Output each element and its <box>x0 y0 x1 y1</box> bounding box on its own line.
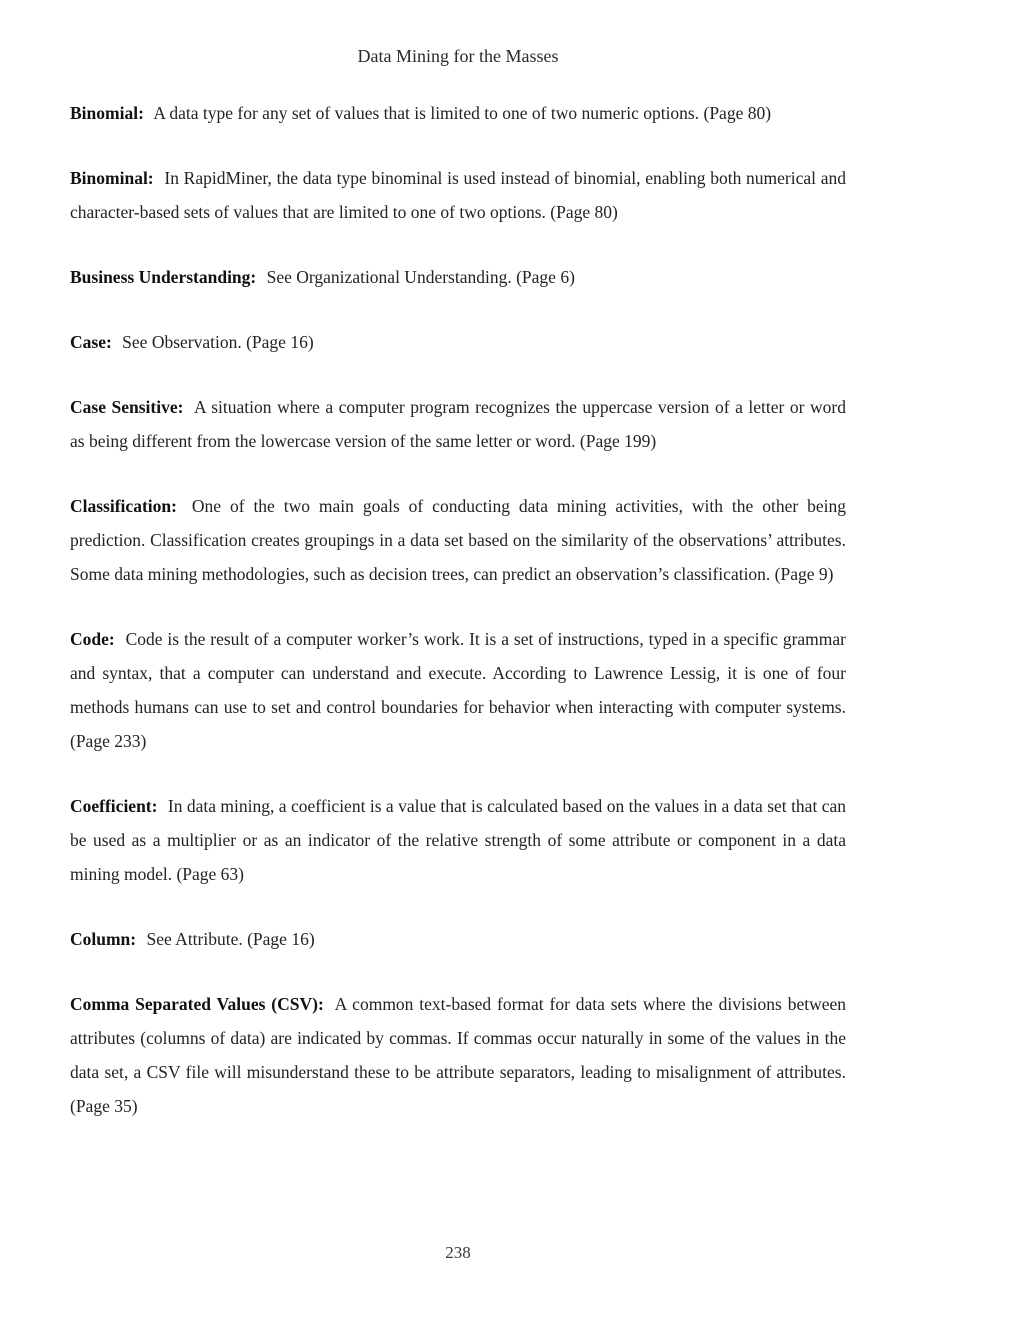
glossary-definition: In RapidMiner, the data type binominal is used instead of binomial, enabling both numerical and character-based sets of values that are limited to one of two options. (Page 80) <box>70 168 847 222</box>
glossary-definition: In data mining, a coefficient is a value that is calculated based on the values in a data set that can be used as a multiplier or as an indicator of the relative strength of some attribute or component in a data mining model. (Page 63) <box>70 796 846 884</box>
glossary-entry <box>70 260 846 294</box>
glossary-definition: See Organizational Understanding. (Page 6) <box>266 267 575 287</box>
running-head-title: Data Mining for the Masses <box>357 46 559 66</box>
glossary-definition: A common text-based format for data sets where the divisions between attributes (columns of data) are indicated by commas. If commas occur naturally in some of the values in the data set, a CSV file will misunderstand these to be attribute separators, leading to misalignment of attributes. (Page 35) <box>70 994 847 1116</box>
glossary-entry <box>70 325 846 359</box>
glossary-entry <box>70 789 846 891</box>
glossary-entry <box>70 987 846 1123</box>
glossary-definition: One of the two main goals of conducting data mining activities, with the other being prediction. Classification creates groupings in a data set based on the similarity of the observations’ attributes. Some data mining methodologies, such as decision trees, can predict an observation’s classification. (Page 9) <box>70 496 846 584</box>
glossary-term: Classification: <box>70 496 177 516</box>
glossary-definition: See Attribute. (Page 16) <box>146 929 315 949</box>
glossary-definition: Code is the result of a computer worker’s work. It is a set of instructions, typed in a specific grammar and syntax, that a computer can understand and execute. According to Lawrence Lessig, it is one of four methods humans can use to set and control boundaries for behavior when interacting with computer systems. (Page 233) <box>70 629 846 751</box>
glossary-term: Binominal: <box>70 168 154 188</box>
glossary-entry <box>70 161 846 229</box>
glossary-definition: A data type for any set of values that is limited to one of two numeric options. (Page 80) <box>153 103 772 123</box>
glossary-entry <box>70 622 846 758</box>
glossary-entry <box>70 922 846 956</box>
glossary-term: Binomial: <box>70 103 144 123</box>
glossary-entry <box>70 390 846 458</box>
glossary-term: Comma Separated Values (CSV): <box>70 994 324 1014</box>
glossary-definition: A situation where a computer program recognizes the uppercase version of a letter or word as being different from the lowercase version of the same letter or word. (Page 199) <box>70 397 846 451</box>
glossary-entry <box>70 489 846 591</box>
glossary-term: Column: <box>70 929 137 949</box>
glossary-term: Case Sensitive: <box>70 397 184 417</box>
glossary-entry <box>70 96 846 130</box>
glossary-term: Business Understanding: <box>70 267 257 287</box>
glossary-definition: See Observation. (Page 16) <box>122 332 314 352</box>
page-content <box>70 44 846 1154</box>
glossary-term: Case: <box>70 332 112 352</box>
glossary-term: Code: <box>70 629 115 649</box>
page-number: 238 <box>445 1243 471 1262</box>
glossary-term: Coefficient: <box>70 796 158 816</box>
